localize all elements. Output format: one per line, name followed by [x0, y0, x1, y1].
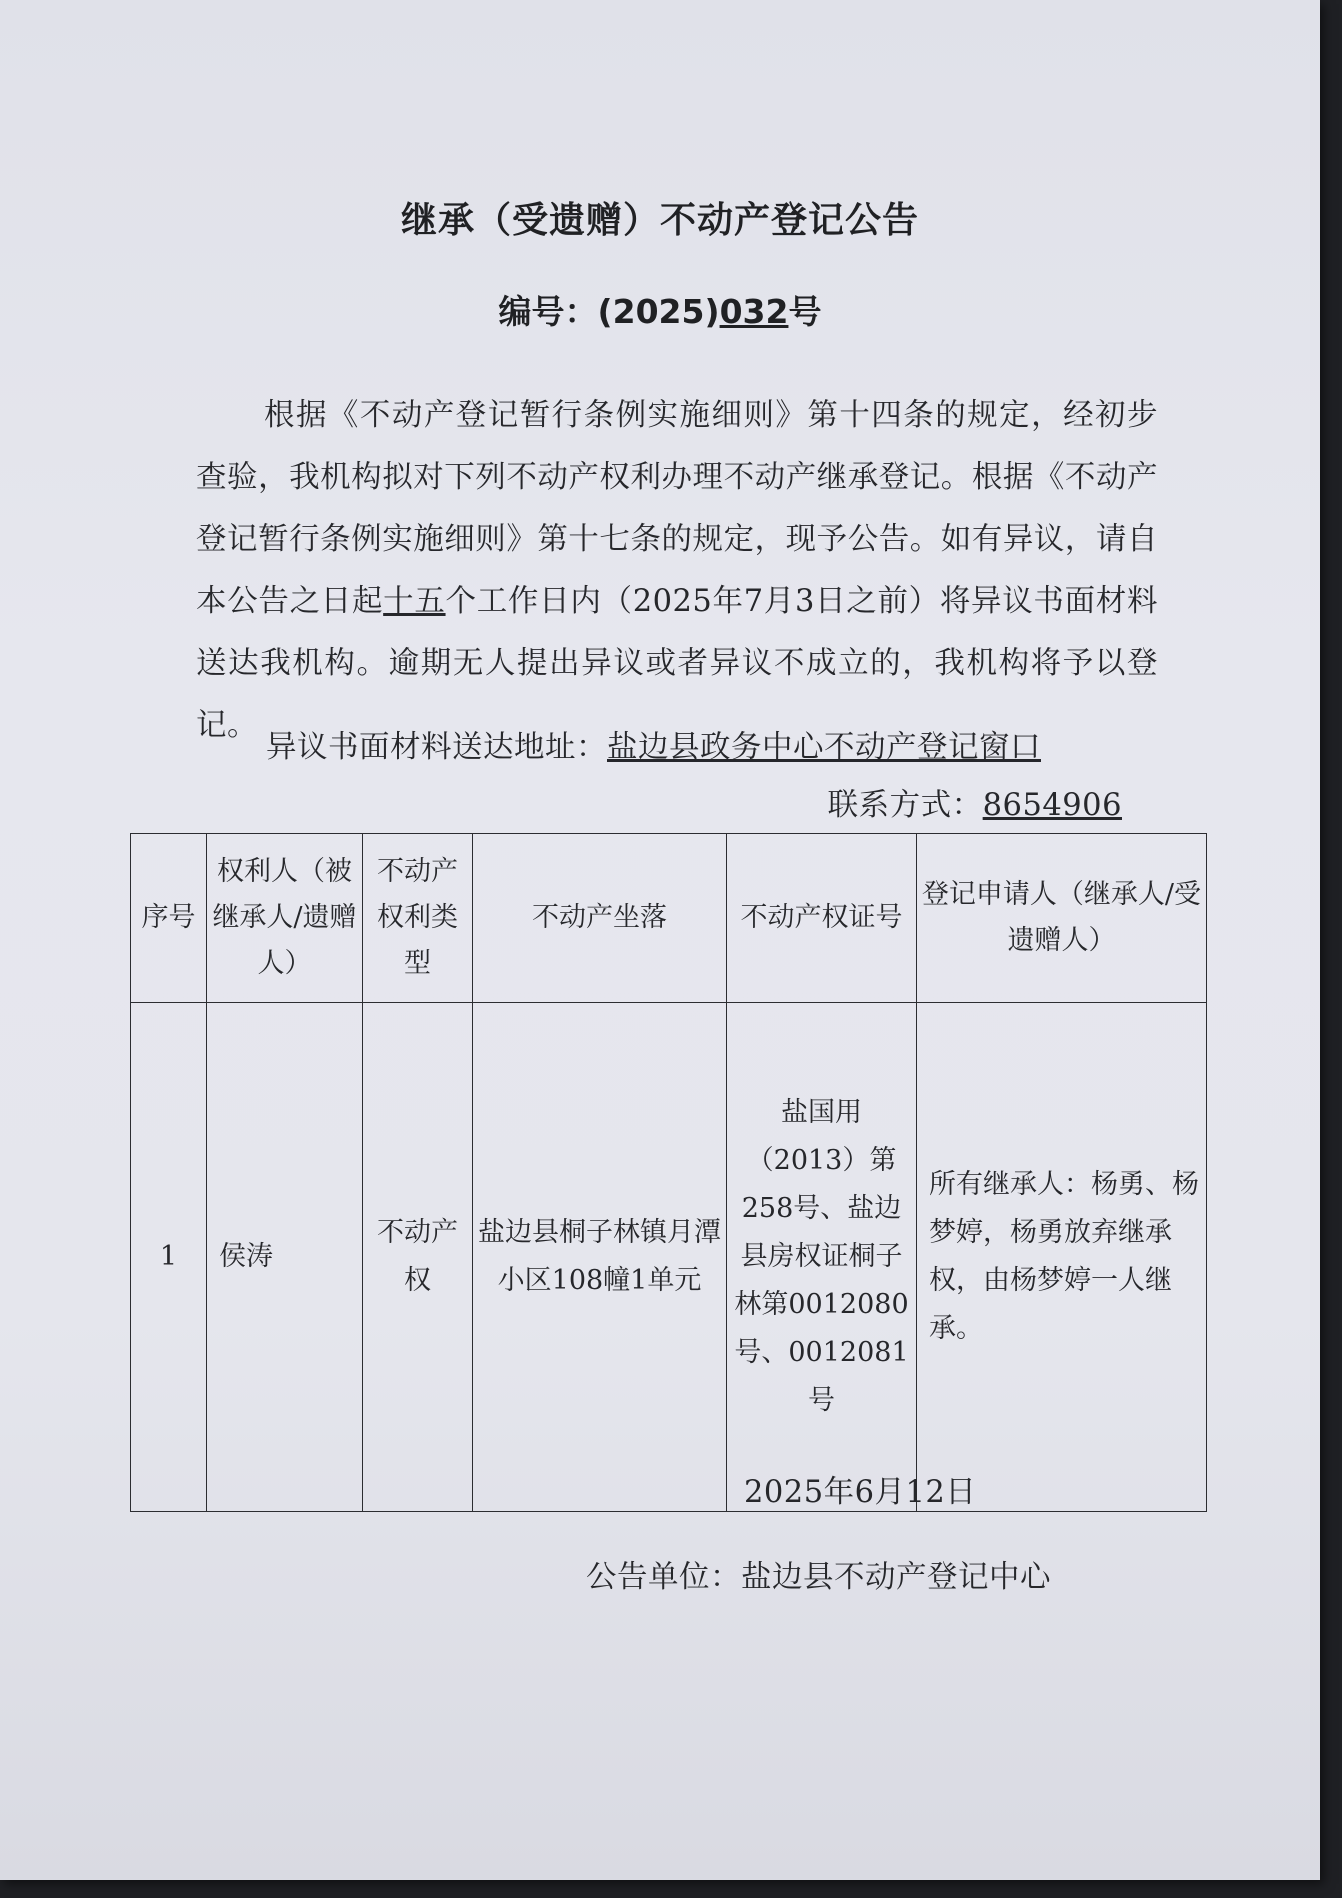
body-days: 十五 [383, 584, 446, 619]
body-part2: 个工作日内（2025年7月3日之前）将异议书面材料送达我机构。逾期无人提出异议或者异议不成立的，我机构将予以登记。 [196, 584, 1159, 743]
notice-number [0, 286, 1320, 333]
contact-value: 8654906 [982, 788, 1122, 823]
address-label: 异议书面材料送达地址： [266, 730, 607, 765]
header-applicant: 登记申请人（继承人/受遗赠人） [917, 834, 1207, 1003]
body-part1: 根据《不动产登记暂行条例实施细则》第十四条的规定，经初步查验，我机构拟对下列不动产权利办理不动产继承登记。根据《不动产登记暂行条例实施细则》第十七条的规定，现予公告。如有异议，请自本公告之日起 [196, 398, 1158, 619]
header-cert-no: 不动产权证号 [727, 834, 917, 1003]
contact-info [828, 780, 1122, 824]
objection-address [266, 722, 1041, 766]
cell-holder: 侯涛 [207, 1003, 363, 1512]
notice-date: 2025年6月12日 [744, 1475, 977, 1510]
number-suffix: 号 [788, 292, 822, 331]
table-row [131, 1003, 1207, 1512]
cell-right-type: 不动产权 [363, 1003, 473, 1512]
header-holder: 权利人（被继承人/遗赠人） [207, 834, 363, 1003]
cell-location: 盐边县桐子林镇月潭小区108幢1单元 [473, 1003, 727, 1512]
header-seq: 序号 [131, 834, 207, 1003]
registration-table [130, 833, 1207, 1512]
cell-applicant: 所有继承人：杨勇、杨梦婷，杨勇放弃继承权，由杨梦婷一人继承。 [917, 1003, 1207, 1512]
header-right-type: 不动产权利类型 [363, 834, 473, 1003]
notice-title: 继承（受遗赠）不动产登记公告 [400, 200, 919, 241]
contact-label: 联系方式： [827, 788, 983, 823]
notice-body [196, 385, 1158, 757]
address-value: 盐边县政务中心不动产登记窗口 [607, 730, 1041, 765]
table-header-row [131, 834, 1207, 1003]
issuing-unit: 公告单位：盐边县不动产登记中心 [586, 1560, 1051, 1595]
cell-cert-no: 盐国用（2013）第258号、盐边县房权证桐子林第0012080号、0012081号 [727, 1003, 917, 1512]
number-serial: 032 [719, 292, 789, 331]
header-location: 不动产坐落 [473, 834, 727, 1003]
number-prefix: 编号：(2025) [498, 292, 720, 331]
cell-seq: 1 [131, 1003, 207, 1512]
